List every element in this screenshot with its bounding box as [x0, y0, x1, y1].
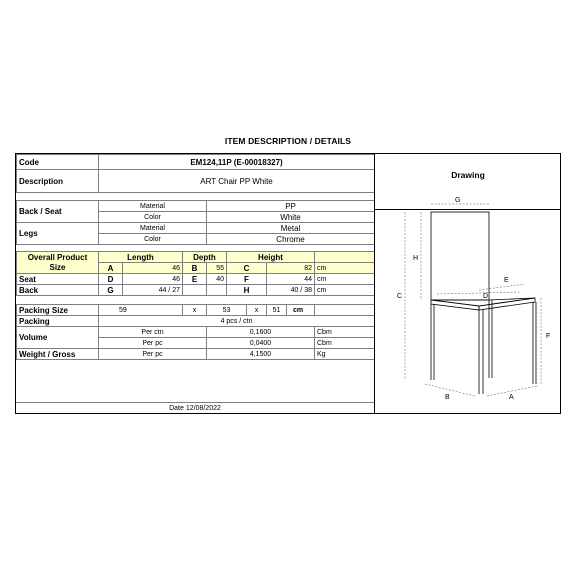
- dim-seat-unit: cm: [315, 274, 375, 285]
- legs-color-value: Chrome: [207, 234, 375, 245]
- legs-material-value: Metal: [207, 223, 375, 234]
- date-stamp: Date 12/08/2022: [169, 405, 221, 412]
- dim-e-letter: E: [183, 274, 207, 285]
- dim-d-letter: D: [99, 274, 123, 285]
- seat-label: Seat: [17, 274, 99, 285]
- code-value: EM124,11P (E-00018327): [99, 155, 375, 170]
- drawing-label-e: E: [504, 277, 509, 284]
- drawing-label-b: B: [445, 394, 450, 401]
- dim-e-value: 40: [207, 274, 227, 285]
- description-value: ART Chair PP White: [99, 170, 375, 193]
- length-header: Length: [99, 252, 183, 263]
- back-label: Back: [17, 285, 99, 296]
- drawing-panel: [374, 154, 561, 413]
- legs-label: Legs: [17, 223, 99, 245]
- volume-per-ctn-key: Per ctn: [99, 327, 207, 338]
- packing-size-v1: 59: [99, 305, 183, 316]
- dim-b-value: 55: [207, 263, 227, 274]
- weight-unit: Kg: [315, 349, 375, 360]
- overall-size-label: Overall Product Size: [17, 252, 99, 274]
- back-seat-label: Back / Seat: [17, 201, 99, 223]
- dim-back-unit: cm: [315, 285, 375, 296]
- dim-a-value: 46: [123, 263, 183, 274]
- packing-size-x1: x: [183, 305, 207, 316]
- back-seat-material-key: Material: [99, 201, 207, 212]
- spec-sheet: [15, 153, 561, 414]
- volume-label: Volume: [17, 327, 99, 349]
- depth-header: Depth: [183, 252, 227, 263]
- back-seat-material-value: PP: [207, 201, 375, 212]
- description-label: Description: [17, 170, 99, 193]
- back-seat-color-key: Color: [99, 212, 207, 223]
- drawing-area: [375, 194, 561, 404]
- dim-g-letter: G: [99, 285, 123, 296]
- packing-size-label: Packing Size: [17, 305, 99, 316]
- packing-label: Packing: [17, 316, 99, 327]
- packing-size-unit: cm: [287, 305, 315, 316]
- packing-size-v2: 53: [207, 305, 247, 316]
- drawing-label-d: D: [483, 293, 489, 300]
- chair-backrest: [431, 212, 489, 300]
- drawing-label-c: C: [397, 293, 403, 300]
- drawing-label-f: F: [546, 333, 551, 340]
- drawing-label-a: A: [509, 394, 514, 401]
- weight-label: Weight / Gross: [17, 349, 99, 360]
- volume-per-ctn-unit: Cbm: [315, 327, 375, 338]
- volume-per-pc-unit: Cbm: [315, 338, 375, 349]
- packing-size-v3: 51: [267, 305, 287, 316]
- weight-key: Per pc: [99, 349, 207, 360]
- volume-per-ctn-value: 0,1600: [207, 327, 315, 338]
- page-title: ITEM DESCRIPTION / DETAILS: [224, 136, 352, 146]
- code-label: Code: [17, 155, 99, 170]
- dim-d-value: 46: [123, 274, 183, 285]
- legs-color-key: Color: [99, 234, 207, 245]
- drawing-header: Drawing: [375, 154, 561, 210]
- dim-c-letter: C: [227, 263, 267, 274]
- spec-table: [16, 154, 375, 360]
- dim-c-value: 82: [267, 263, 315, 274]
- chair-drawing: [375, 194, 561, 404]
- dim-b-letter: B: [183, 263, 207, 274]
- legs-material-key: Material: [99, 223, 207, 234]
- dim-overall-unit: cm: [315, 263, 375, 274]
- drawing-label-g: G: [455, 197, 461, 204]
- dim-h-value: 40 / 38: [267, 285, 315, 296]
- weight-value: 4,1500: [207, 349, 315, 360]
- dim-f-letter: F: [227, 274, 267, 285]
- back-seat-color-value: White: [207, 212, 375, 223]
- drawing-label-h: H: [413, 255, 419, 262]
- dim-a-letter: A: [99, 263, 123, 274]
- packing-size-x2: x: [247, 305, 267, 316]
- height-header: Height: [227, 252, 315, 263]
- packing-value: 4 pcs / ctn: [99, 316, 375, 327]
- dim-f-value: 44: [267, 274, 315, 285]
- dim-h-letter: H: [227, 285, 267, 296]
- volume-per-pc-key: Per pc: [99, 338, 207, 349]
- dim-g-value: 44 / 27: [123, 285, 183, 296]
- volume-per-pc-value: 0,0400: [207, 338, 315, 349]
